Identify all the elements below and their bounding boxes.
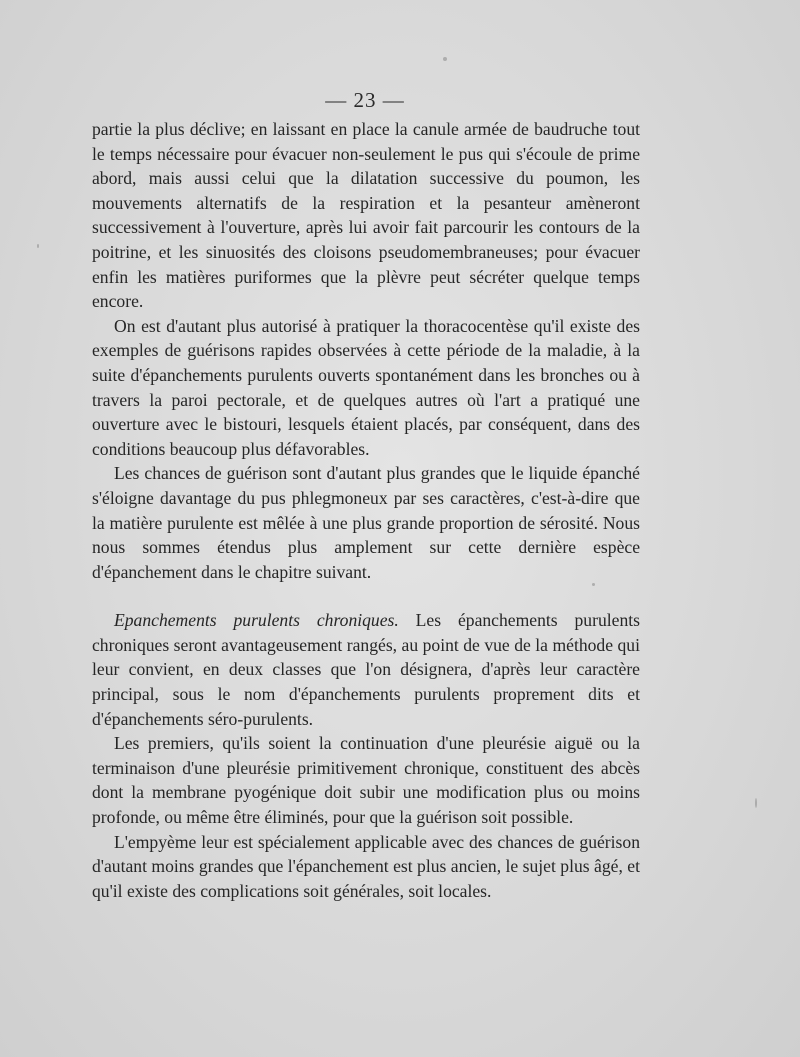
paragraph-2: On est d'autant plus autorisé à pratiquer la thoracocentèse qu'il existe des exemples de guérisons rapides observées à cette période de la maladie, à la suite d'épanchements purulents ouverts spontanément dans les bronches ou à travers la paroi pectorale, et de quelques autres où l'art a pratiqué une ouverture avec le bistouri, lesquels étaient placés, par conséquent, dans des conditions beaucoup plus défavorables. (92, 315, 640, 459)
section-title: Epanchements purulents chroniques. (114, 610, 399, 631)
paragraph-4-text: Les épanchements purulents chroniques seront avantageusement rangés, au point de vue de la méthode qui leur convient, en deux classes que l'on désignera, d'après leur caractère principal, sous le nom d'épanchements purulents proprement dits et d'épanchements séro-purulents. (92, 610, 640, 729)
page-body (92, 117, 640, 903)
paragraph-3: Les chances de guérison sont d'autant plus grandes que le liquide épanché s'éloigne davantage du pus phlegmoneux par ses caractères, c'est-à-dire que la matière purulente est mêlée à une plus grande proportion de sérosité. Nous nous sommes étendus plus amplement sur cette dernière espèce d'épanchement dans le chapitre suivant. (92, 463, 640, 582)
paper-speck (37, 244, 39, 248)
paper-speck (755, 798, 757, 808)
paper-speck (592, 583, 595, 586)
paragraph-6: L'empyème leur est spécialement applicable avec des chances de guérison d'autant moins grandes que l'épanchement est plus ancien, le sujet plus âgé, et qu'il existe des complications soit générales, soit locales. (92, 831, 640, 901)
paragraph-1: partie la plus déclive; en laissant en place la canule armée de baudruche tout le temps nécessaire pour évacuer non-seulement le pus qui s'écoule de prime abord, mais aussi celui que la dilatation successive du poumon, les mouvements alternatifs de la respiration et la pesanteur amèneront successivement à l'ouverture, après lui avoir fait parcourir les contours de la poitrine, et les sinuosités des cloisons pseudomembraneuses; pour évacuer enfin les matières puriformes que la plèvre peut sécréter quelque temps encore. (92, 119, 640, 312)
paragraph-4 (92, 608, 640, 731)
paragraph-5: Les premiers, qu'ils soient la continuation d'une pleurésie aiguë ou la terminaison d'une pleurésie primitivement chronique, constituent des abcès dont la membrane pyogénique doit subir une modification plus ou moins profonde, ou même être éliminés, pour que la guérison soit possible. (92, 733, 640, 828)
page-number: — 23 — (325, 88, 405, 112)
paper-speck (443, 57, 447, 61)
